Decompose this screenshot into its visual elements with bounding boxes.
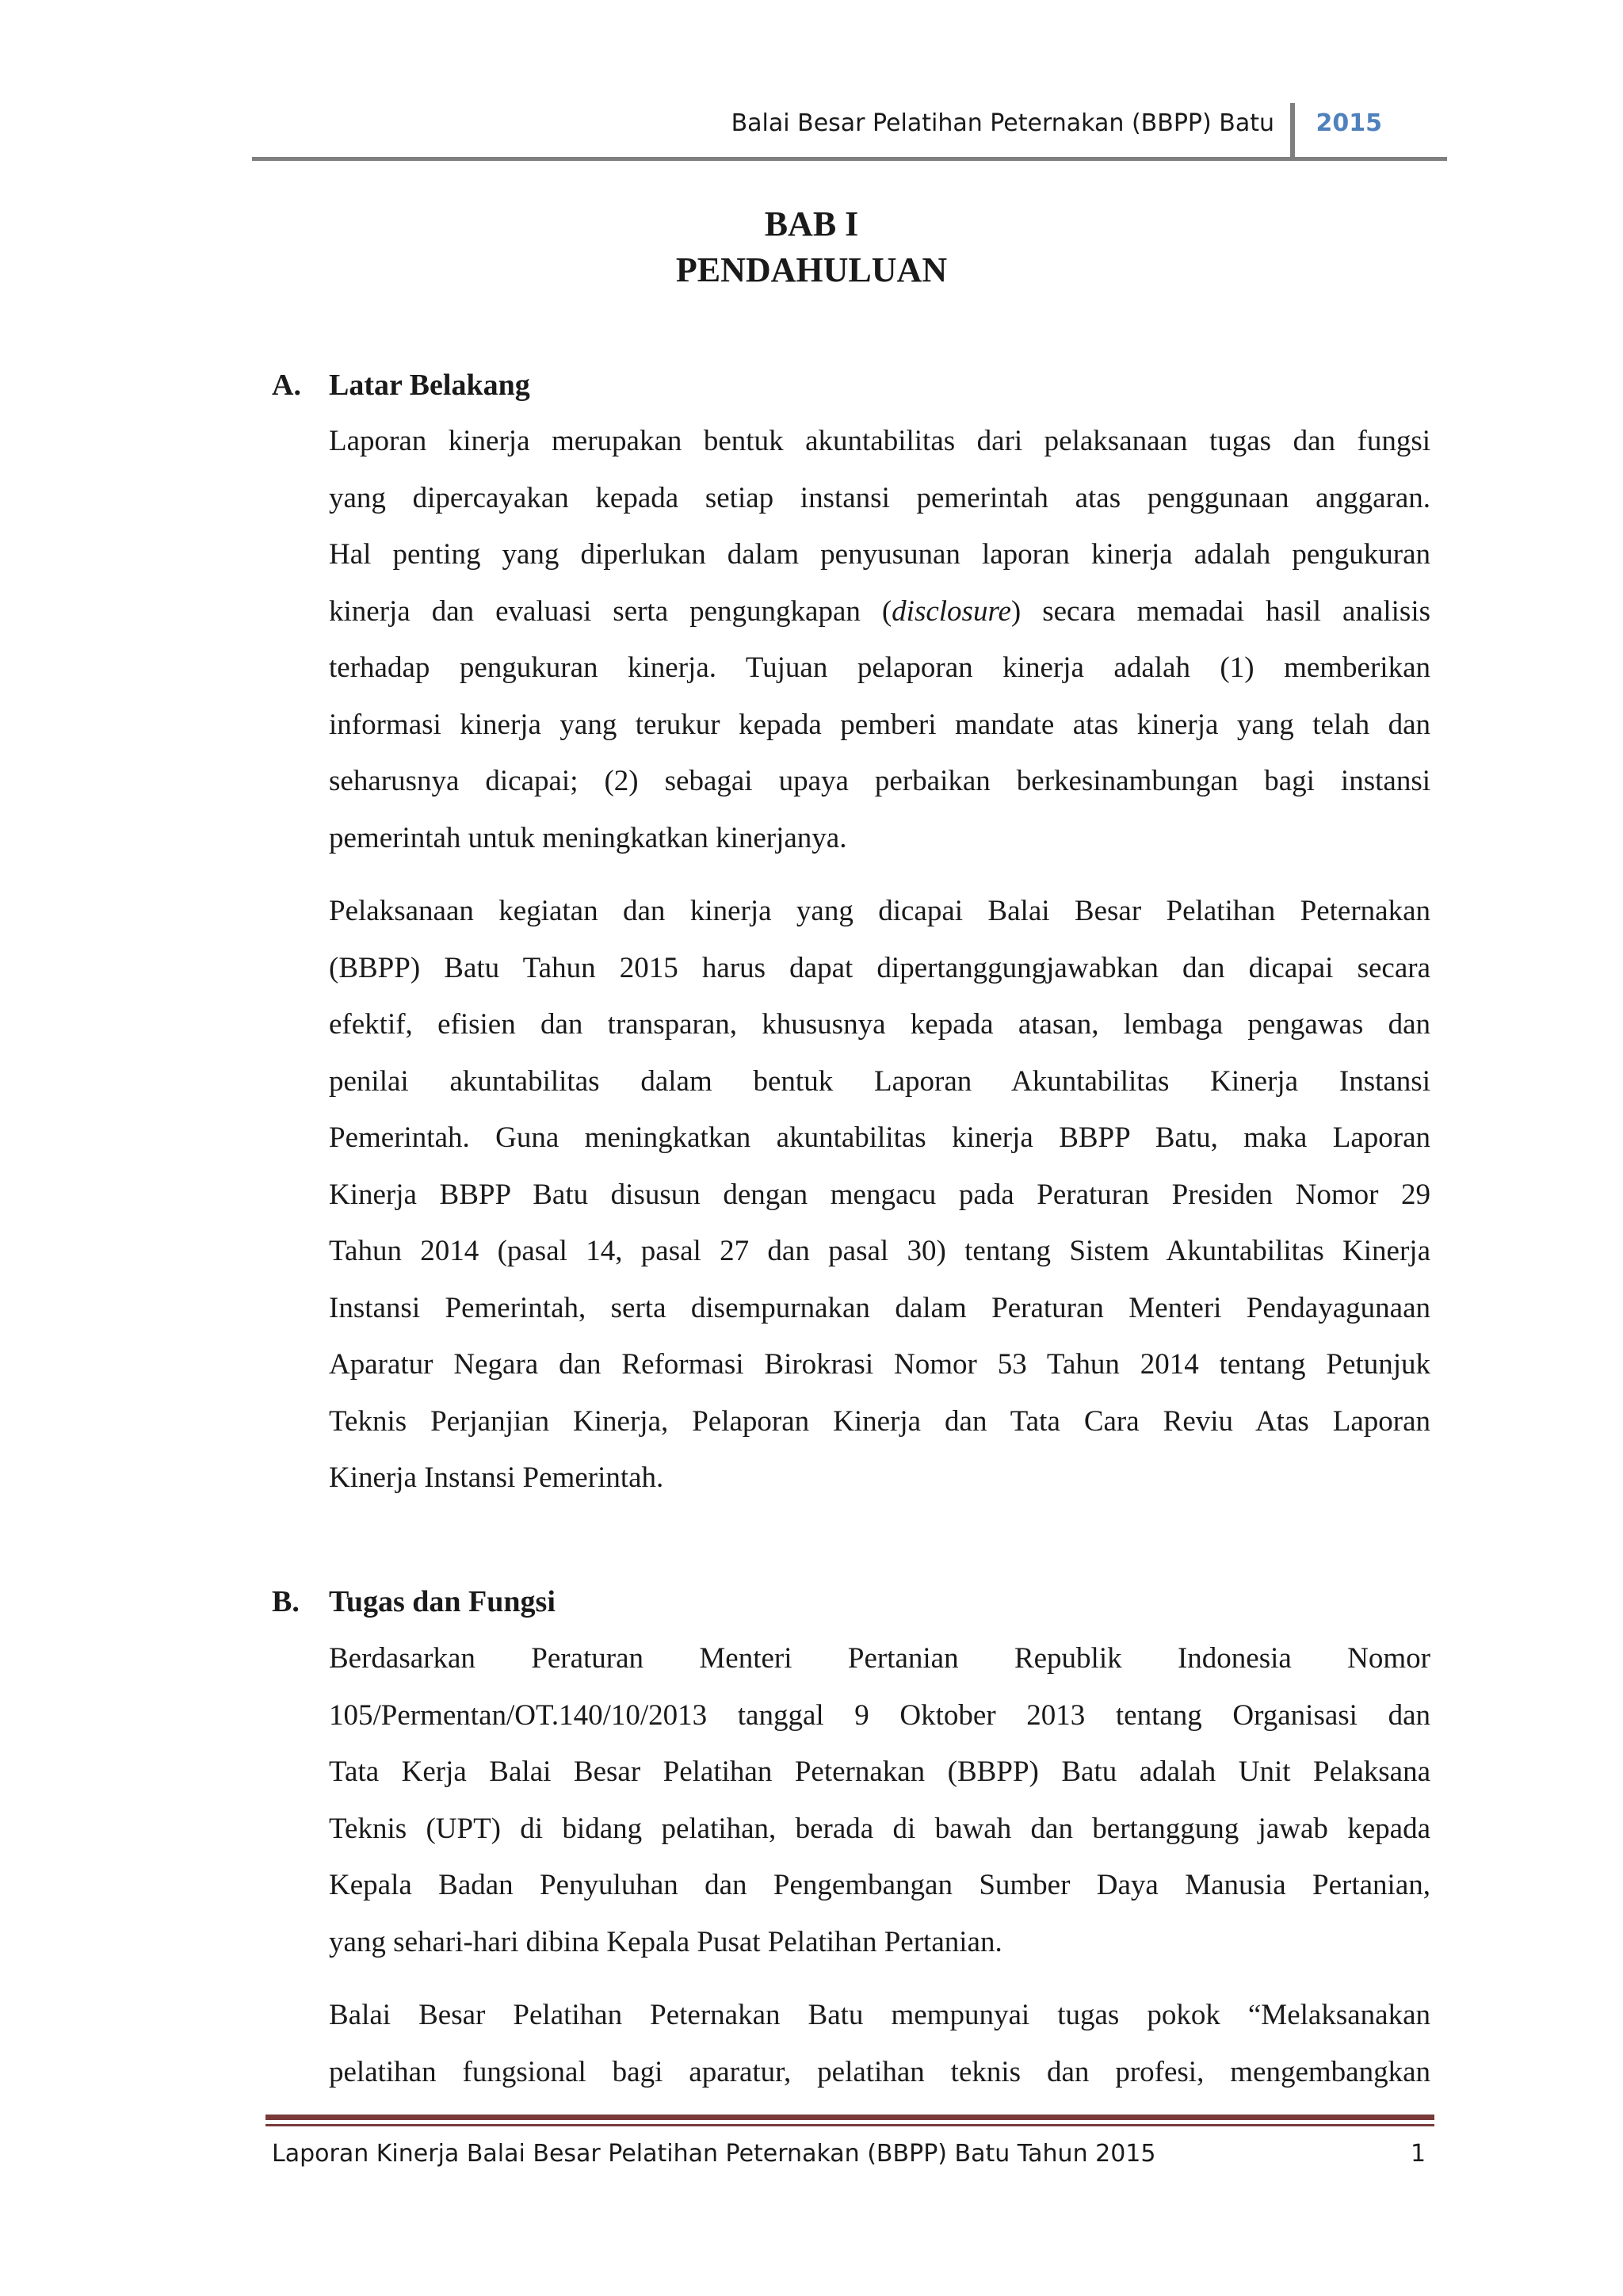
text-line: informasi kinerja yang terukur kepada pemberi mandate atas kinerja yang telah dan: [329, 708, 1430, 741]
italic-term: disclosure: [892, 594, 1011, 628]
footer-rule-thin: [265, 2124, 1434, 2126]
text-line: yang sehari-hari dibina Kepala Pusat Pelatihan Pertanian.: [329, 1925, 1002, 1958]
text-line: Teknis (UPT) di bidang pelatihan, berada di bawah dan bertanggung jawab kepada: [329, 1812, 1430, 1845]
header-year: 2015: [1316, 109, 1382, 137]
footer-title: Laporan Kinerja Balai Besar Pelatihan Peternakan (BBPP) Batu Tahun 2015: [272, 2140, 1156, 2168]
text-line: Kepala Badan Penyuluhan dan Pengembangan Sumber Daya Manusia Pertanian,: [329, 1869, 1430, 1901]
header-divider: [1290, 103, 1295, 157]
section-a-label: A.: [272, 369, 301, 402]
text-line: yang dipercayakan kepada setiap instansi pemerintah atas penggunaan anggaran.: [329, 481, 1430, 514]
text-line: penilai akuntabilitas dalam bentuk Laporan Akuntabilitas Kinerja Instansi: [329, 1064, 1430, 1098]
page-header: [252, 103, 1447, 160]
text-line: seharusnya dicapai; (2) sebagai upaya perbaikan berkesinambungan bagi instansi: [329, 765, 1430, 797]
text-line: pemerintah untuk meningkatkan kinerjanya.: [329, 821, 847, 854]
text-line: Laporan kinerja merupakan bentuk akuntabilitas dari pelaksanaan tugas dan fungsi: [329, 425, 1430, 457]
text-line: Kinerja BBPP Batu disusun dengan mengacu pada Peraturan Presiden Nomor 29: [329, 1178, 1430, 1211]
text-line: pelatihan fungsional bagi aparatur, pelatihan teknis dan profesi, mengembangkan: [329, 2055, 1430, 2088]
text-line: efektif, efisien dan transparan, khususnya kepada atasan, lembaga pengawas dan: [329, 1008, 1430, 1041]
text-line: Balai Besar Pelatihan Peternakan Batu mempunyai tugas pokok “Melaksanakan: [329, 1999, 1430, 2031]
section-a-title: Latar Belakang: [329, 369, 530, 402]
section-b-paragraph-2: [329, 1987, 1430, 2100]
header-title: Balai Besar Pelatihan Peternakan (BBPP) Batu: [731, 109, 1274, 137]
section-a-paragraph-1: [329, 413, 1430, 866]
section-a-paragraph-2: [329, 883, 1430, 1507]
section-b-label: B.: [272, 1585, 300, 1618]
text-line: kinerja dan evaluasi serta pengungkapan (disclosure) secara memadai hasil analisis: [329, 594, 1430, 628]
chapter-number: BAB I: [764, 204, 859, 243]
section-b-paragraph-1: [329, 1630, 1430, 1970]
text-line: Instansi Pemerintah, serta disempurnakan dalam Peraturan Menteri Pendayagunaan: [329, 1291, 1430, 1324]
text-line: (BBPP) Batu Tahun 2015 harus dapat dipertanggungjawabkan dan dicapai secara: [329, 951, 1430, 984]
text-line: 105/Permentan/OT.140/10/2013 tanggal 9 Oktober 2013 tentang Organisasi dan: [329, 1698, 1430, 1732]
footer-rule: [265, 2115, 1434, 2120]
chapter-title: PENDAHULUAN: [675, 250, 948, 289]
text-line: Hal penting yang diperlukan dalam penyusunan laporan kinerja adalah pengukuran: [329, 538, 1430, 571]
text-line: Teknis Perjanjian Kinerja, Pelaporan Kinerja dan Tata Cara Reviu Atas Laporan: [329, 1404, 1430, 1438]
header-rule: [252, 157, 1447, 161]
text-line: Pelaksanaan kegiatan dan kinerja yang dicapai Balai Besar Pelatihan Peternakan: [329, 895, 1430, 927]
text-line: Berdasarkan Peraturan Menteri Pertanian Republik Indonesia Nomor: [329, 1642, 1430, 1675]
text-line: Tahun 2014 (pasal 14, pasal 27 dan pasal 30) tentang Sistem Akuntabilitas Kinerja: [329, 1235, 1430, 1267]
text-line: Tata Kerja Balai Besar Pelatihan Peternakan (BBPP) Batu adalah Unit Pelaksana: [329, 1755, 1430, 1788]
text-line: Aparatur Negara dan Reformasi Birokrasi Nomor 53 Tahun 2014 tentang Petunjuk: [329, 1348, 1430, 1381]
text-line: terhadap pengukuran kinerja. Tujuan pelaporan kinerja adalah (1) memberikan: [329, 651, 1430, 684]
text-line: Pemerintah. Guna meningkatkan akuntabilitas kinerja BBPP Batu, maka Laporan: [329, 1121, 1430, 1154]
page-number: 1: [1411, 2140, 1426, 2168]
text-line: Kinerja Instansi Pemerintah.: [329, 1461, 664, 1494]
section-b-title: Tugas dan Fungsi: [329, 1585, 556, 1618]
